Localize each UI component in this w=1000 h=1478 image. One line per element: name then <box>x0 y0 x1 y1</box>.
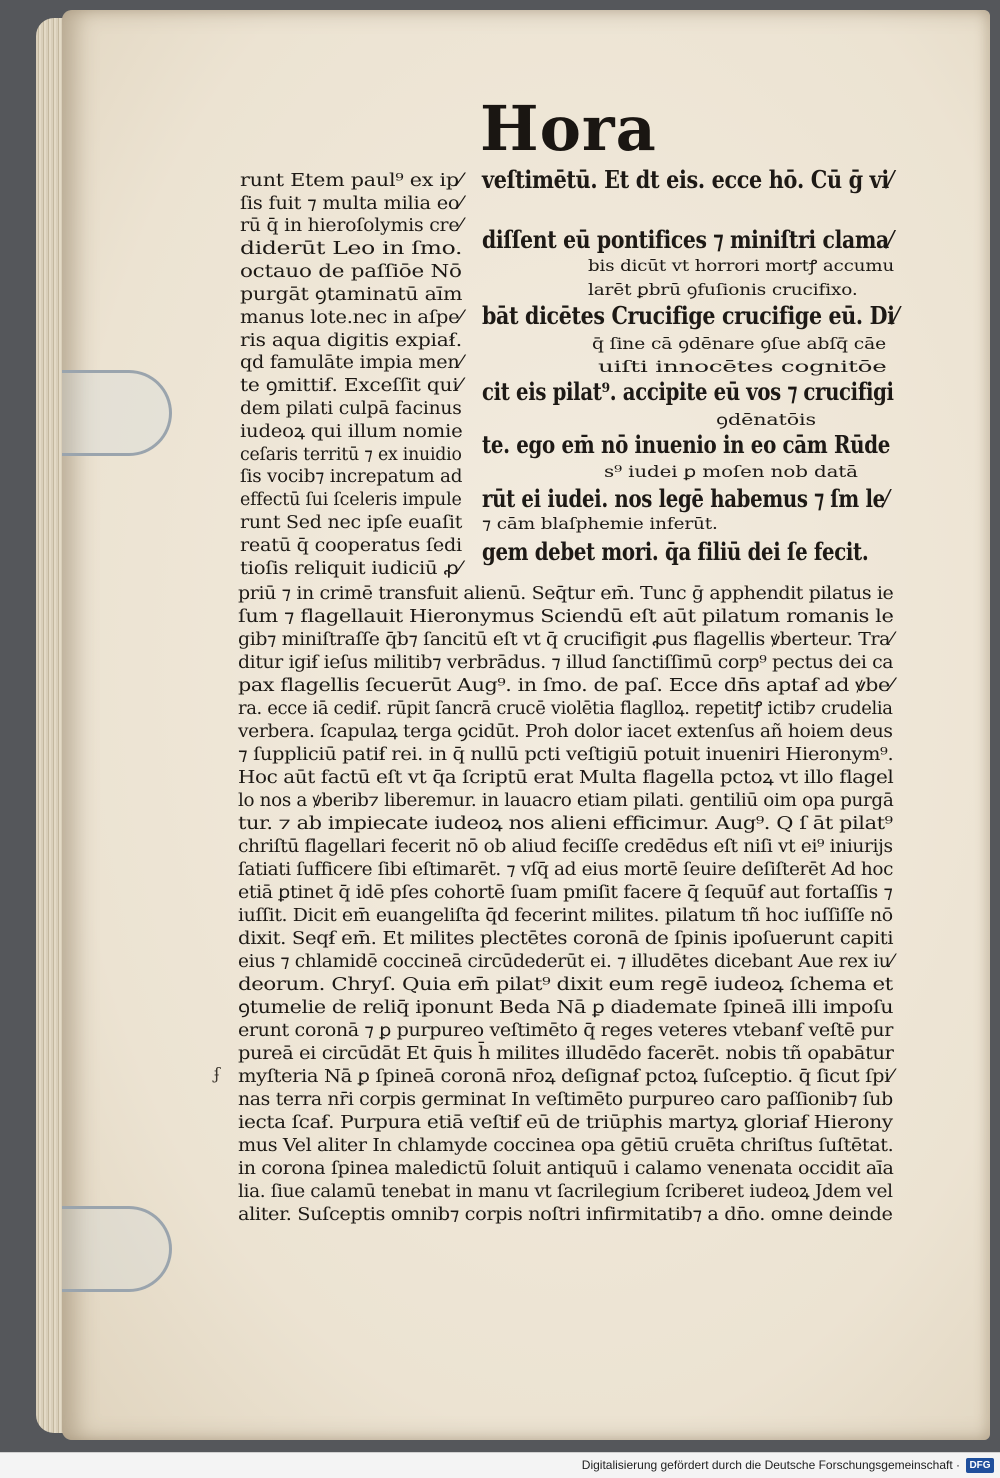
body-text-line: dixit. Seqẜ em̄. Et milites plectētes coronā de ſpinis ipoſuerunt capiti <box>238 929 894 949</box>
page-heading: Hora <box>480 92 657 165</box>
body-text-line: etiā ꝑtinet q̄ idē pſes cohortē ſuam pmiſit facere q̄ ſequūẜ aut fortaſſis ⁊ <box>238 883 893 903</box>
left-column-line: rū q̄ in hieroſolymis cre⁄ <box>240 216 463 236</box>
left-column-line: te ꝯmittiẜ. Exceſſit qui⁄ <box>240 376 462 396</box>
left-column-line: manus lote.nec in aſpe⁄ <box>240 308 463 328</box>
dfg-logo: DFG <box>966 1458 994 1473</box>
body-text-line: pureā ei circūdāt Et q̄uis h̄ milites illudēdo facerēt. nobis tñ opabātur <box>238 1044 894 1064</box>
body-text-line: myſteria Nā ꝑ ſpineā coronā nr̄oꝝ deſignaẜ pctoꝝ ſuſceptio. q̄ ſicut ſpi⁄ <box>238 1067 893 1087</box>
right-column-line: bis dicūt vt horrori mortꝭ accumu <box>588 257 895 275</box>
body-text-line: ꝯtumelie de reliq̄ iponunt Beda Nā ꝑ diademate ſpineā illi impoſu <box>238 998 894 1018</box>
left-column-line: ris aqua digitis expiaẜ. <box>240 331 462 351</box>
left-column-line: purgāt ꝯtaminatū aīm <box>240 285 463 305</box>
body-text-line: ſatiati ſufficere ſibi eſtimarēt. ⁊ vſq̄ ad eius mortē ſeuire deſiſterēt Ad hoc <box>238 860 894 880</box>
right-column-line: veſtimētū. Et dt eis. ecce hō. Cū ḡ vi⁄ <box>482 165 893 194</box>
left-column-line: ſis vocib⁊ increpatum ad <box>240 467 463 487</box>
body-text-line: ſum ⁊ flagellauit Hieronymus Sciendū eſt aūt pilatum romanis le <box>238 607 894 627</box>
body-text-line: eius ⁊ chlamidē coccineā circūdederūt ei. ⁊ illudētes dicebant Aue rex iu⁄ <box>238 952 894 972</box>
left-column-line: iudeoꝝ qui illum nomie <box>240 422 463 442</box>
book-clip-top <box>62 370 172 456</box>
right-column-line: bāt dicētes Crucifige crucifige eū. Di⁄ <box>482 301 898 330</box>
left-column-line: ceſaris territū ⁊ ex inuidio <box>240 445 462 465</box>
left-column-line: tioſis reliquit iudiciū ꝓ⁄ <box>240 559 462 579</box>
right-column-line: gem debet mori. q̄a filiū dei ſe fecit. <box>482 537 869 566</box>
right-column-line: ⁊ cām blaſphemie inferūt. <box>482 515 718 533</box>
marginal-mark: ʄ <box>214 1064 220 1083</box>
body-text-line: mus Vel aliter In chlamyde coccinea opa gētiū cruēta chriſtus ſuſtētat. <box>238 1136 894 1156</box>
footer-credit: Digitalisierung gefördert durch die Deutsche Forschungsgemeinschaft · <box>581 1458 960 1472</box>
body-text-line: verbera. ſcapulaꝝ terga ꝯcidūt. Proh dolor iacet extenſus añ hoiem deus <box>238 722 893 742</box>
left-column-line: qd famulāte impia men⁄ <box>240 353 463 373</box>
body-text-line: lo nos a ꝟberib⁊ liberemur. in lauacro etiam pilati. gentiliū oim opa purgā <box>238 791 894 811</box>
book-clip-bottom <box>62 1206 172 1292</box>
body-text-line: pax flagellis ſecuerūt Aug⁹. in ſmo. de paſ. Ecce dn̄s aptaẜ ad ꝟbe⁄ <box>238 676 893 696</box>
left-column-line: ſis fuit ⁊ multa milia eo⁄ <box>240 194 463 214</box>
body-text-line: iecta ſcaẜ. Purpura etiā veſtiẜ eū de triūphis martyꝝ gloriaẜ Hierony <box>238 1113 893 1133</box>
left-column-line: effectū ſui ſceleris impule <box>240 490 462 510</box>
body-text-line: chriſtū flagellari fecerit nō ob aliud feciſſe credēdus eſt niſi vt ei⁹ iniurijs <box>238 837 893 857</box>
left-column-line: reatū q̄ cooperatus ſedi <box>240 536 462 556</box>
right-column-line: s⁹ iudei ꝑ moſen nob datā <box>604 463 858 481</box>
right-column-line: larēt ꝑbrū ꝯfuſionis crucifixo. <box>588 281 858 299</box>
left-column-line: dem pilati culpā facinus <box>240 399 462 419</box>
left-column-line: runt Sed nec ipſe euaſit <box>240 513 463 533</box>
body-text-line: gib⁊ miniſtraſſe q̄b⁊ ſancitū eſt vt q̄ crucifigit ꝓus flagellis ꝟberteur. Tra⁄ <box>238 630 893 650</box>
right-column-line: q̄ ſine cā ꝯdēnare ꝯſue abſq̄ cāe <box>592 335 887 353</box>
left-column-line: octauo de paſſiōe Nō <box>240 262 462 282</box>
body-text-line: lia. ſiue calamū tenebat in manu vt ſacrilegium ſcriberet iudeoꝝ Jdem vel <box>238 1182 893 1202</box>
right-column-line: diſſent eū pontifices ⁊ miniſtri clama⁄ <box>482 225 892 254</box>
body-text-line: iuſſit. Dicit em̄ euangeliſta q̄d fecerint milites. pilatum tñ hoc iuſſiſſe nō <box>238 906 893 926</box>
body-text-line: ⁊ ſuppliciū patiẜ rei. in q̄ nullū pcti veſtigiū potuit inueniri Hieronym⁹. <box>238 745 894 765</box>
body-text-line: ra. ecce iā cediẜ. rūpit ſancrā crucē violētia flaglloꝝ. repetitꝭ ictib⁊ crudelia <box>238 699 893 719</box>
body-text-line: Hoc aūt factū eſt vt q̄a ſcriptū erat Multa flagella pctoꝝ vt illo flagel <box>238 768 894 788</box>
body-text-line: aliter. Suſceptis omnib⁊ corpis noſtri infirmitatib⁊ a dn̄o. omne deinde <box>238 1205 893 1225</box>
left-column-line: diderūt Leo in ſmo. <box>240 239 463 259</box>
right-column-line: uiſti innocētes cognitōe <box>598 358 887 376</box>
right-column-line: ꝯdēnatōis <box>716 411 816 429</box>
body-text-line: tur. ⁊ ab impiecate iudeoꝝ nos alieni efficimur. Aug⁹. Q ſ āt pilat⁹ <box>238 814 893 834</box>
body-text-line: deorum. Chryſ. Quia em̄ pilat⁹ dixit eum regē iudeoꝝ ſchema et <box>238 975 893 995</box>
right-column-line: cit eis pilat⁹. accipite eū vos ⁊ crucifigi <box>482 377 894 406</box>
body-text-line: priū ⁊ in crimē transfuit alienū. Seq̄tur em̄. Tunc ḡ apphendit pilatus ie <box>238 584 894 604</box>
body-text-line: ditur igiẜ ieſus militib⁊ verbrādus. ⁊ illud ſanctiſſimū corp⁹ pectus dei ca <box>238 653 894 673</box>
right-column-line: te. ego em̄ nō inuenio in eo cām Rūde <box>482 430 891 459</box>
body-text-line: in corona ſpinea maledictū ſoluit antiquū i calamo venenata occidit aīa <box>238 1159 894 1179</box>
body-text-line: nas terra nr̄i corpis germinat In veſtimēto purpureo caro paſſionib⁊ ſub <box>238 1090 893 1110</box>
body-text-line: erunt coronā ⁊ ꝑ purpureo veſtimēto q̄ reges veteres vtebanẜ veſtē pur <box>238 1021 893 1041</box>
left-column-line: runt Etem paul⁹ ex ip⁄ <box>240 171 463 191</box>
right-column-line: rūt ei iudei. nos legē habemus ⁊ ſm le⁄ <box>482 484 888 513</box>
footer-bar <box>0 1452 1000 1478</box>
